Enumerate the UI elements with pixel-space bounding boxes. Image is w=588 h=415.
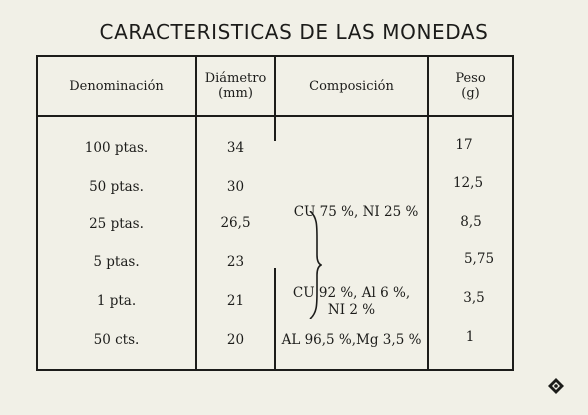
composition-group-1: CU 75 %, NI 25 % [293, 204, 419, 220]
header-diametro-label: Diámetro [204, 71, 267, 86]
row-6-peso: 1 [465, 329, 475, 345]
column-divider-1 [195, 57, 197, 369]
column-divider-2 [274, 57, 276, 141]
row-5-peso: 3,5 [463, 290, 485, 306]
row-1-diametro: 34 [226, 140, 245, 156]
row-5-diametro: 21 [226, 293, 245, 309]
header-diametro [197, 71, 274, 101]
page-title: CARACTERISTICAS DE LAS MONEDAS [99, 20, 489, 44]
composition-group-3: AL 96,5 %,Mg 3,5 % [281, 332, 422, 348]
header-composicion [276, 79, 427, 94]
row-3-denominacion: 25 ptas. [89, 216, 144, 232]
publisher-logo-icon [547, 377, 565, 395]
row-4-peso: 5,75 [463, 251, 495, 267]
column-divider-3 [427, 57, 429, 369]
header-peso [429, 71, 512, 101]
row-4-denominacion: 5 ptas. [93, 254, 140, 270]
composition-group-2-line-2: NI 2 % [327, 302, 376, 318]
row-3-peso: 8,5 [460, 214, 482, 230]
row-1-denominacion: 100 ptas. [84, 140, 149, 156]
header-denominacion-label: Denominación [69, 79, 164, 94]
header-composicion-label: Composición [309, 79, 394, 94]
row-2-diametro: 30 [226, 179, 245, 195]
row-4-diametro: 23 [226, 254, 245, 270]
column-divider-2-lower [274, 268, 276, 369]
row-3-diametro: 26,5 [220, 215, 251, 231]
header-peso-label: Peso [455, 71, 486, 86]
row-5-denominacion: 1 pta. [96, 293, 137, 309]
header-diametro-unit: (mm) [218, 86, 253, 101]
row-6-denominacion: 50 cts. [93, 332, 140, 348]
header-denominacion [38, 79, 195, 94]
composition-group-2-line-1: CU 92 %, Al 6 %, [292, 285, 411, 301]
row-1-peso: 17 [455, 137, 473, 153]
row-2-denominacion: 50 ptas. [89, 179, 144, 195]
row-6-diametro: 20 [226, 332, 245, 348]
header-peso-unit: (g) [461, 86, 480, 101]
coin-characteristics-table [36, 55, 514, 371]
row-2-peso: 12,5 [452, 175, 484, 191]
